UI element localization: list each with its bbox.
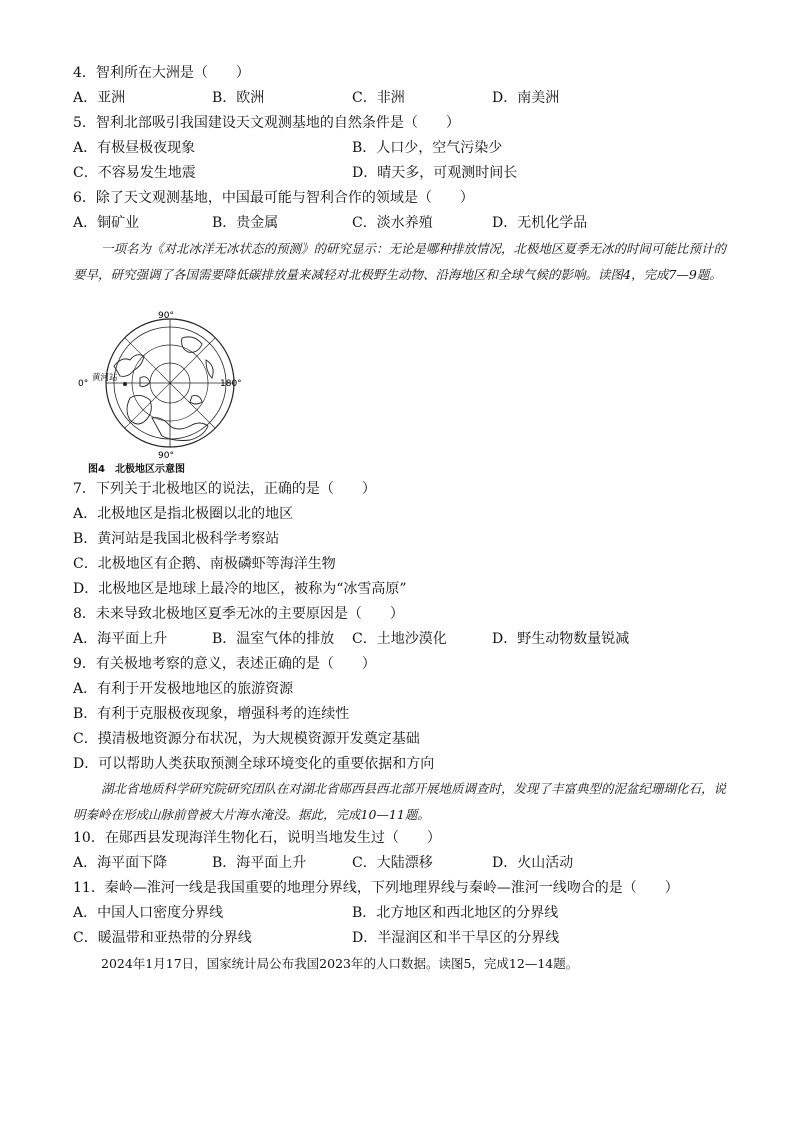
station-marker-icon: [123, 382, 127, 386]
q7-option-b: B．黄河站是我国北极科学考察站: [73, 531, 280, 547]
q7-option-d: D．北极地区是地球上最冷的地区，被称为“冰雪高原”: [73, 581, 407, 597]
q9-stem: 9．有关极地考察的意义，表述正确的是（ ）: [73, 656, 376, 672]
q10-option-d: D．火山活动: [492, 855, 574, 871]
passage-fossil-text: 湖北省地质科学研究院研究团队在对湖北省郧西县西北部开展地质调查时，发现了丰富典型的泥盆纪珊瑚化石，说明秦岭在形成山脉前曾被大片海水淹没。据此，完成10—11题。: [73, 781, 727, 822]
q4-option-b: B．欧洲: [212, 90, 265, 106]
label-left: 0°: [78, 379, 89, 389]
figure4-caption: 图4 北极地区示意图: [88, 464, 185, 475]
label-bottom: 90°: [158, 451, 174, 461]
q4-stem: 4．智利所在大洲是（ ）: [73, 65, 250, 81]
q8-option-d: D．野生动物数量锐减: [492, 631, 630, 647]
q5-option-c: C．不容易发生地震: [73, 165, 196, 181]
q7-option-a: A．北极地区是指北极圈以北的地区: [73, 506, 294, 522]
q5-option-b: B．人口少，空气污染少: [352, 140, 503, 156]
label-right: 180°: [220, 379, 242, 389]
arctic-map-figure: [70, 308, 250, 476]
q8-stem: 8．未来导致北极地区夏季无冰的主要原因是（ ）: [73, 606, 404, 622]
q8-option-b: B．温室气体的排放: [212, 631, 335, 647]
q11-option-c: C．暖温带和亚热带的分界线: [73, 930, 252, 946]
q5-option-a: A．有极昼极夜现象: [73, 140, 196, 156]
q11-option-b: B．北方地区和西北地区的分界线: [352, 905, 559, 921]
q10-option-a: A．海平面下降: [73, 855, 168, 871]
q6-stem: 6．除了天文观测基地，中国最可能与智利合作的领域是（ ）: [73, 190, 474, 206]
q9-option-d: D．可以帮助人类获取预测全球环境变化的重要依据和方向: [73, 756, 435, 772]
q11-stem: 11．秦岭—淮河一线是我国重要的地理分界线，下列地理界线与秦岭—淮河一线吻合的是（ ）: [73, 880, 679, 896]
q7-stem: 7．下列关于北极地区的说法，正确的是（ ）: [73, 481, 376, 497]
landmass-outlines: [114, 337, 213, 441]
q11-option-d: D．半湿润区和半干旱区的分界线: [352, 930, 560, 946]
q5-option-d: D．晴天多，可观测时间长: [352, 165, 518, 181]
q7-option-c: C．北极地区有企鹅、南极磷虾等海洋生物: [73, 556, 336, 572]
q8-option-c: C．土地沙漠化: [352, 631, 447, 647]
q6-option-c: C．淡水养殖: [352, 215, 433, 231]
label-top: 90°: [158, 311, 174, 321]
q4-option-a: A．亚洲: [73, 90, 126, 106]
q4-option-d: D．南美洲: [492, 90, 560, 106]
q9-option-c: C．摸清极地资源分布状况，为大规模资源开发奠定基础: [73, 731, 420, 747]
q5-stem: 5．智利北部吸引我国建设天文观测基地的自然条件是（ ）: [73, 115, 460, 131]
q4-option-c: C．非洲: [352, 90, 405, 106]
passage-fossil: [73, 776, 728, 828]
passage-population: [73, 951, 728, 977]
q8-option-a: A．海平面上升: [73, 631, 168, 647]
q10-option-c: C．大陆漂移: [352, 855, 433, 871]
q10-stem: 10．在郧西县发现海洋生物化石，说明当地发生过（ ）: [73, 830, 441, 846]
passage-population-text: 2024年1月17日，国家统计局公布我国2023年的人口数据。读图5，完成12—14题。: [101, 956, 579, 971]
q10-option-b: B．海平面上升: [212, 855, 307, 871]
passage-arctic: [73, 236, 728, 288]
q9-option-b: B．有利于克服极夜现象，增强科考的连续性: [73, 706, 350, 722]
q6-option-b: B．贵金属: [212, 215, 279, 231]
q11-option-a: A．中国人口密度分界线: [73, 905, 224, 921]
q9-option-a: A．有利于开发极地地区的旅游资源: [73, 681, 294, 697]
passage-arctic-text: 一项名为《对北冰洋无冰状态的预测》的研究显示：无论是哪种排放情况，北极地区夏季无冰的时间可能比预计的要早，研究强调了各国需要降低碳排放量来减轻对北极野生动物、沿海地区和全球气候的影响。读图4，完成7—9题。: [73, 241, 727, 282]
q6-option-a: A．铜矿业: [73, 215, 140, 231]
q6-option-d: D．无机化学品: [492, 215, 588, 231]
station-label: 黄河站: [92, 373, 118, 383]
